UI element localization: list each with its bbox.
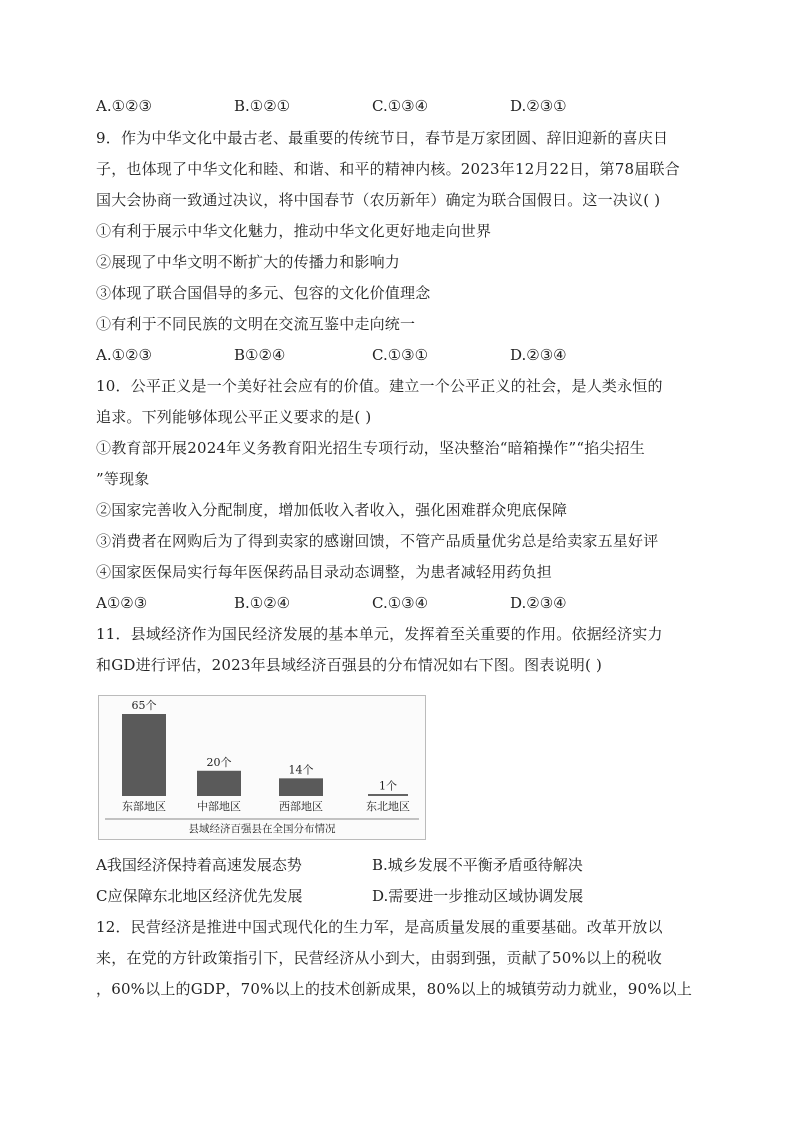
q10-option-c[interactable]: C.①③④ xyxy=(372,594,429,612)
q9-option-c[interactable]: C.①③① xyxy=(372,346,429,364)
q9-statement-4: ①有利于不同民族的文明在交流互鉴中走向统一 xyxy=(96,315,416,333)
q10-option-a[interactable]: A①②③ xyxy=(96,594,148,612)
q10-line: 10．公平正义是一个美好社会应有的价值。建立一个公平正义的社会，是人类永恒的 xyxy=(96,377,663,395)
q10-option-b[interactable]: B.①②④ xyxy=(234,594,291,612)
q9-statement-2: ②展现了中华文明不断扩大的传播力和影响力 xyxy=(96,253,401,271)
q10-statement-1-cont: ”等现象 xyxy=(96,470,150,488)
q10-option-d[interactable]: D.②③④ xyxy=(510,594,567,612)
q10-statement-1: ①教育部开展2024年义务教育阳光招生专项行动，坚决整治“暗箱操作”“掐尖招生 xyxy=(96,439,645,457)
bar-chart xyxy=(98,695,426,840)
q9-option-a[interactable]: A.①②③ xyxy=(96,346,152,364)
q8-option-d[interactable]: D.②③① xyxy=(510,97,567,115)
q11-option-c[interactable]: C应保障东北地区经济优先发展 xyxy=(96,887,303,905)
data-label-3: 1个 xyxy=(379,779,397,793)
bar-0 xyxy=(122,714,166,796)
q8-options xyxy=(96,96,696,116)
q11-line: 11．县域经济作为国民经济发展的基本单元，发挥着至关重要的作用。依据经济实力 xyxy=(96,625,663,643)
q9-statement-3: ③体现了联合国倡导的多元、包容的文化价值理念 xyxy=(96,284,431,302)
data-label-0: 65个 xyxy=(131,699,157,712)
q9-line: 9．作为中华文化中最古老、最重要的传统节日，春节是万家团圆、辞旧迎新的喜庆日 xyxy=(96,129,669,147)
bar-chart-svg xyxy=(99,696,425,839)
bar-2 xyxy=(279,778,323,796)
category-label-1: 中部地区 xyxy=(197,800,241,813)
q9-statement-1: ①有利于展示中华文化魅力，推动中华文化更好地走向世界 xyxy=(96,222,492,240)
category-label-0: 东部地区 xyxy=(122,800,166,813)
q12-line: 12．民营经济是推进中国式现代化的生力军，是高质量发展的重要基础。改革开放以 xyxy=(96,918,663,936)
q11-option-a[interactable]: A我国经济保持着高速发展态势 xyxy=(96,856,302,874)
q12-line: 来，在党的方针政策指引下，民营经济从小到大，由弱到强，贡献了50%以上的税收 xyxy=(96,949,662,967)
q8-option-c[interactable]: C.①③④ xyxy=(372,97,429,115)
q9-option-d[interactable]: D.②③④ xyxy=(510,346,567,364)
q10-statement-4: ④国家医保局实行每年医保药品目录动态调整，为患者减轻用药负担 xyxy=(96,563,553,581)
q10-statement-2: ②国家完善收入分配制度，增加低收入者收入，强化困难群众兜底保障 xyxy=(96,501,568,519)
chart-title: 县域经济百强县在全国分布情况 xyxy=(188,823,336,835)
q9-options xyxy=(96,345,696,365)
q11-line: 和GD进行评估，2023年县域经济百强县的分布情况如右下图。图表说明( ) xyxy=(96,656,603,674)
q11-option-d[interactable]: D.需要进一步推动区域协调发展 xyxy=(372,887,584,905)
q8-option-a[interactable]: A.①②③ xyxy=(96,97,152,115)
q10-options xyxy=(96,593,696,613)
q9-line: 子，也体现了中华文化和睦、和谐、和平的精神内核。2023年12月22日，第78届联合 xyxy=(96,160,680,178)
q10-line: 追求。下列能够体现公平正义要求的是( ) xyxy=(96,408,372,426)
q11-option-b[interactable]: B.城乡发展不平衡矛盾亟待解决 xyxy=(372,856,583,874)
q12-line: ，60%以上的GDP，70%以上的技术创新成果，80%以上的城镇劳动力就业，90%以上 xyxy=(96,980,693,998)
q8-option-b[interactable]: B.①②① xyxy=(234,97,291,115)
category-label-3: 东北地区 xyxy=(366,800,410,813)
q9-line: 国大会协商一致通过决议，将中国春节（农历新年）确定为联合国假日。这一决议( ) xyxy=(96,191,661,209)
category-label-2: 西部地区 xyxy=(279,800,323,813)
bar-1 xyxy=(197,771,241,796)
data-label-1: 20个 xyxy=(206,755,232,769)
q10-statement-3: ③消费者在网购后为了得到卖家的感谢回馈，不管产品质量优劣总是给卖家五星好评 xyxy=(96,532,659,550)
data-label-2: 14个 xyxy=(288,763,314,777)
q9-option-b[interactable]: B①②④ xyxy=(234,346,286,364)
